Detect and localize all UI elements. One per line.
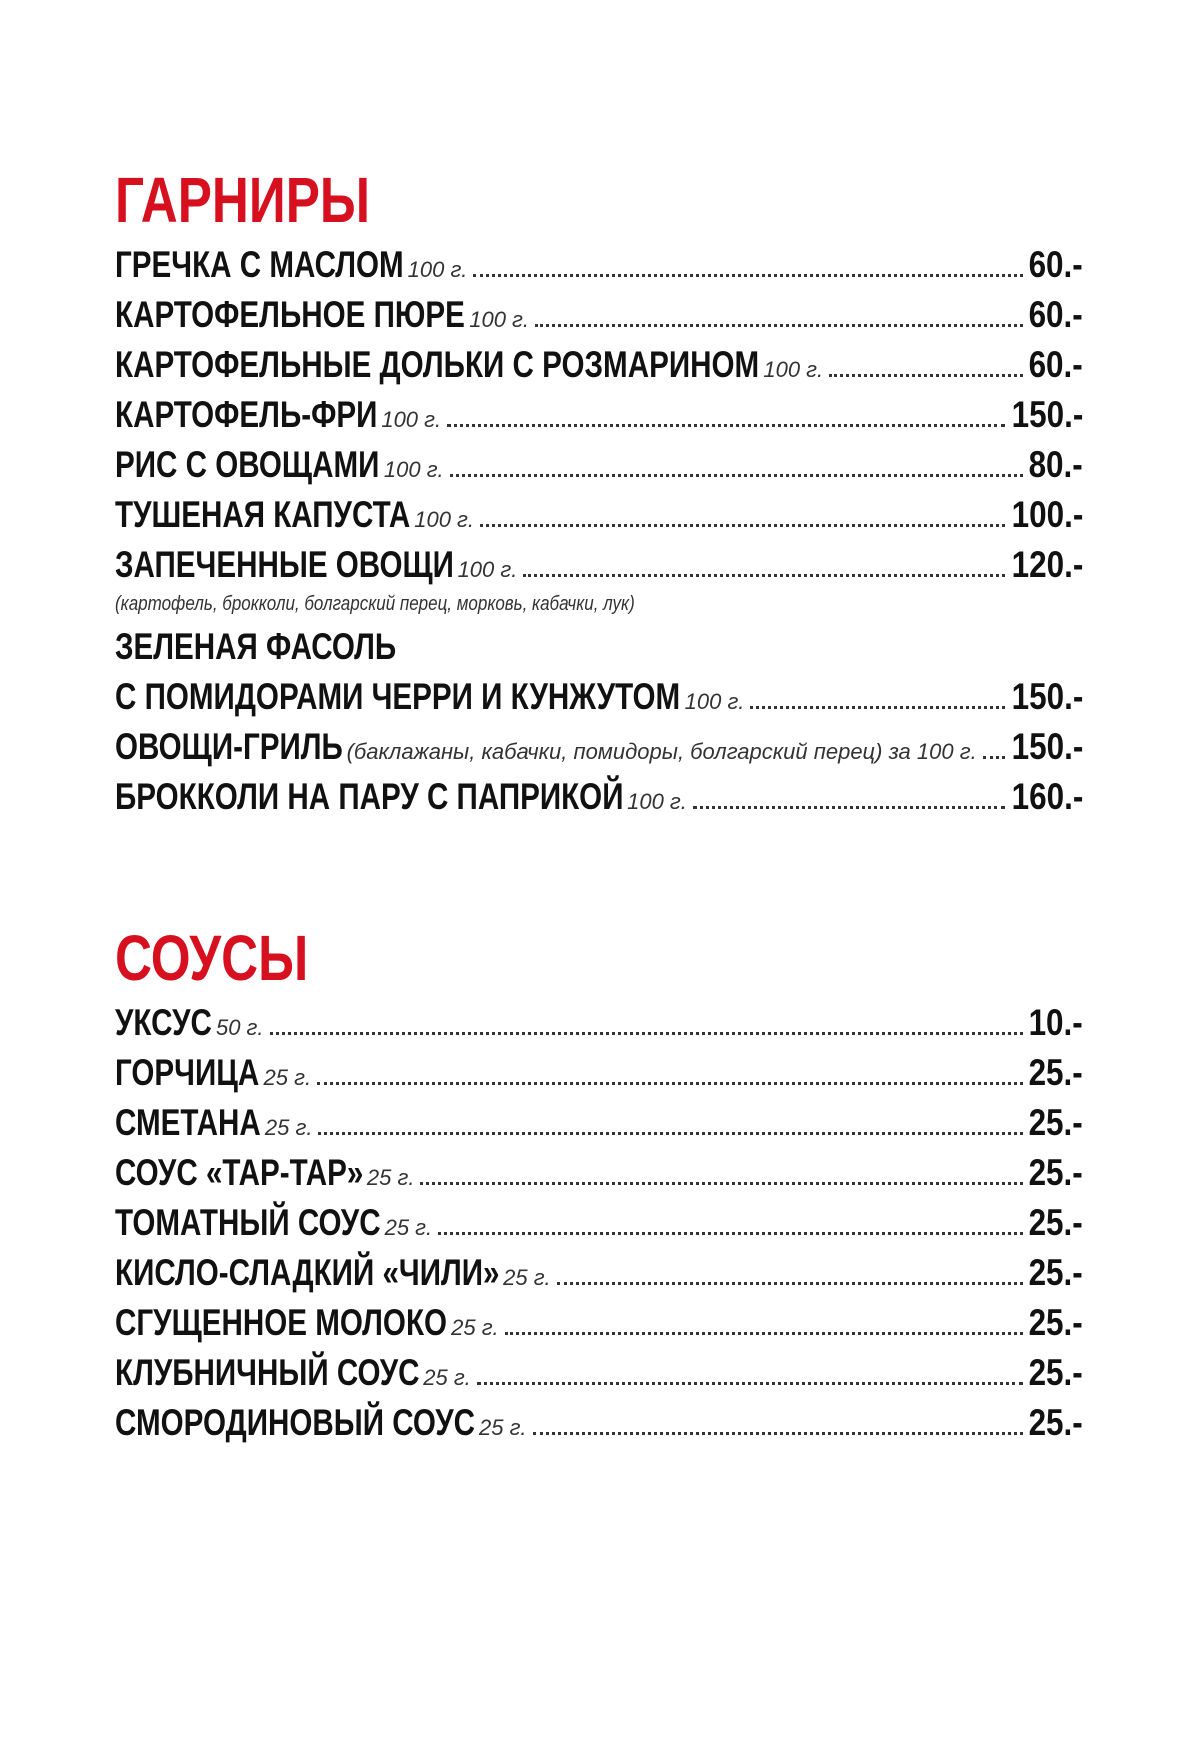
item-name: ТОМАТНЫЙ СОУС xyxy=(115,1202,381,1243)
dot-leader xyxy=(480,524,1005,527)
menu-item-heading xyxy=(115,622,1083,672)
dot-leader xyxy=(420,1182,1023,1185)
dot-leader xyxy=(523,574,1005,577)
item-weight: 100 г. xyxy=(763,357,824,382)
item-name: КЛУБНИЧНЫЙ СОУС xyxy=(115,1352,420,1393)
menu-item xyxy=(115,1398,1083,1448)
item-price: 160.- xyxy=(1011,776,1083,817)
menu-item xyxy=(115,290,1083,340)
item-price: 150.- xyxy=(1011,394,1083,435)
item-name: ГРЕЧКА С МАСЛОМ xyxy=(115,244,404,285)
item-weight: 25 г. xyxy=(366,1165,415,1190)
item-price: 25.- xyxy=(1028,1052,1083,1093)
item-name: ТУШЕНАЯ КАПУСТА xyxy=(115,494,411,535)
dot-leader xyxy=(750,706,1005,709)
item-weight: 25 г. xyxy=(451,1315,499,1340)
item-weight: 100 г. xyxy=(407,257,468,282)
dot-leader xyxy=(270,1032,1024,1035)
dot-leader xyxy=(983,756,1005,759)
item-weight: 25 г. xyxy=(384,1215,433,1240)
dot-leader xyxy=(438,1232,1023,1235)
item-price: 25.- xyxy=(1028,1202,1083,1243)
item-name: КИСЛО-СЛАДКИЙ «ЧИЛИ» xyxy=(115,1252,500,1293)
menu-item xyxy=(115,772,1083,822)
menu-item xyxy=(115,1348,1083,1398)
item-price: 25.- xyxy=(1028,1402,1083,1443)
menu-item xyxy=(115,1198,1083,1248)
item-price: 60.- xyxy=(1028,294,1083,335)
item-name: СОУС «ТАР-ТАР» xyxy=(115,1152,364,1193)
menu-page xyxy=(115,160,1083,1448)
item-name: ЗАПЕЧЕННЫЕ ОВОЩИ xyxy=(115,544,454,585)
item-note-row xyxy=(115,590,1083,622)
dot-leader xyxy=(533,1432,1024,1435)
item-price: 25.- xyxy=(1028,1102,1083,1143)
item-weight: 100 г. xyxy=(469,307,529,332)
item-weight: 25 г. xyxy=(478,1415,527,1440)
item-name: СМЕТАНА xyxy=(115,1102,261,1143)
item-price: 25.- xyxy=(1028,1252,1083,1293)
menu-item xyxy=(115,672,1083,722)
dot-leader xyxy=(450,474,1023,477)
item-name: КАРТОФЕЛЬНОЕ ПЮРЕ xyxy=(115,294,465,335)
menu-item xyxy=(115,240,1083,290)
item-price: 150.- xyxy=(1011,676,1083,717)
item-price: 150.- xyxy=(1011,726,1083,767)
item-price: 25.- xyxy=(1028,1352,1083,1393)
item-price: 60.- xyxy=(1028,244,1083,285)
menu-item xyxy=(115,1098,1083,1148)
item-weight: 100 г. xyxy=(381,407,442,432)
dot-leader xyxy=(829,374,1023,377)
item-name: УКСУС xyxy=(115,1002,212,1043)
item-name: БРОККОЛИ НА ПАРУ С ПАПРИКОЙ xyxy=(115,776,624,817)
item-weight: 100 г. xyxy=(684,689,745,714)
item-price: 25.- xyxy=(1028,1302,1083,1343)
sauces-section-title: СОУСЫ xyxy=(115,922,309,994)
dot-leader xyxy=(535,324,1023,327)
dot-leader xyxy=(317,1082,1023,1085)
menu-item xyxy=(115,490,1083,540)
menu-item xyxy=(115,440,1083,490)
item-name: С ПОМИДОРАМИ ЧЕРРИ И КУНЖУТОМ xyxy=(115,676,681,717)
menu-item xyxy=(115,540,1083,590)
dot-leader xyxy=(473,274,1023,277)
dot-leader xyxy=(447,424,1005,427)
menu-item xyxy=(115,722,1083,772)
menu-item xyxy=(115,390,1083,440)
item-price: 10.- xyxy=(1028,1002,1083,1043)
menu-item xyxy=(115,340,1083,390)
menu-item xyxy=(115,1298,1083,1348)
item-price: 60.- xyxy=(1028,344,1083,385)
menu-item xyxy=(115,998,1083,1048)
item-weight: 100 г. xyxy=(414,507,475,532)
item-name: РИС С ОВОЩАМИ xyxy=(115,444,380,485)
dot-leader xyxy=(318,1132,1023,1135)
item-name: ОВОЩИ-ГРИЛЬ xyxy=(115,726,343,767)
item-weight: 100 г. xyxy=(383,457,444,482)
garnish-section-title: ГАРНИРЫ xyxy=(115,164,370,236)
menu-item xyxy=(115,1048,1083,1098)
item-price: 80.- xyxy=(1028,444,1083,485)
item-weight: 25 г. xyxy=(264,1115,313,1140)
item-weight: 50 г. xyxy=(215,1015,264,1040)
item-name: ЗЕЛЕНАЯ ФАСОЛЬ xyxy=(115,626,397,667)
dot-leader xyxy=(557,1282,1023,1285)
item-weight: (баклажаны, кабачки, помидоры, болгарский перец) за 100 г. xyxy=(346,739,977,764)
dot-leader xyxy=(505,1332,1023,1335)
item-name: КАРТОФЕЛЬНЫЕ ДОЛЬКИ С РОЗМАРИНОМ xyxy=(115,344,760,385)
item-name: ГОРЧИЦА xyxy=(115,1052,260,1093)
item-weight: 25 г. xyxy=(423,1365,471,1390)
item-weight: 25 г. xyxy=(263,1065,312,1090)
item-name: СМОРОДИНОВЫЙ СОУС xyxy=(115,1402,475,1443)
item-note: (картофель, брокколи, болгарский перец, морковь, кабачки, лук) xyxy=(115,593,635,615)
menu-item xyxy=(115,1248,1083,1298)
item-price: 120.- xyxy=(1011,544,1083,585)
item-price: 25.- xyxy=(1028,1152,1083,1193)
item-price: 100.- xyxy=(1011,494,1083,535)
item-weight: 25 г. xyxy=(503,1265,551,1290)
item-weight: 100 г. xyxy=(457,557,518,582)
item-name: СГУЩЕННОЕ МОЛОКО xyxy=(115,1302,448,1343)
item-name: КАРТОФЕЛЬ-ФРИ xyxy=(115,394,378,435)
dot-leader xyxy=(477,1382,1023,1385)
item-weight: 100 г. xyxy=(627,789,687,814)
menu-item xyxy=(115,1148,1083,1198)
dot-leader xyxy=(693,806,1005,809)
